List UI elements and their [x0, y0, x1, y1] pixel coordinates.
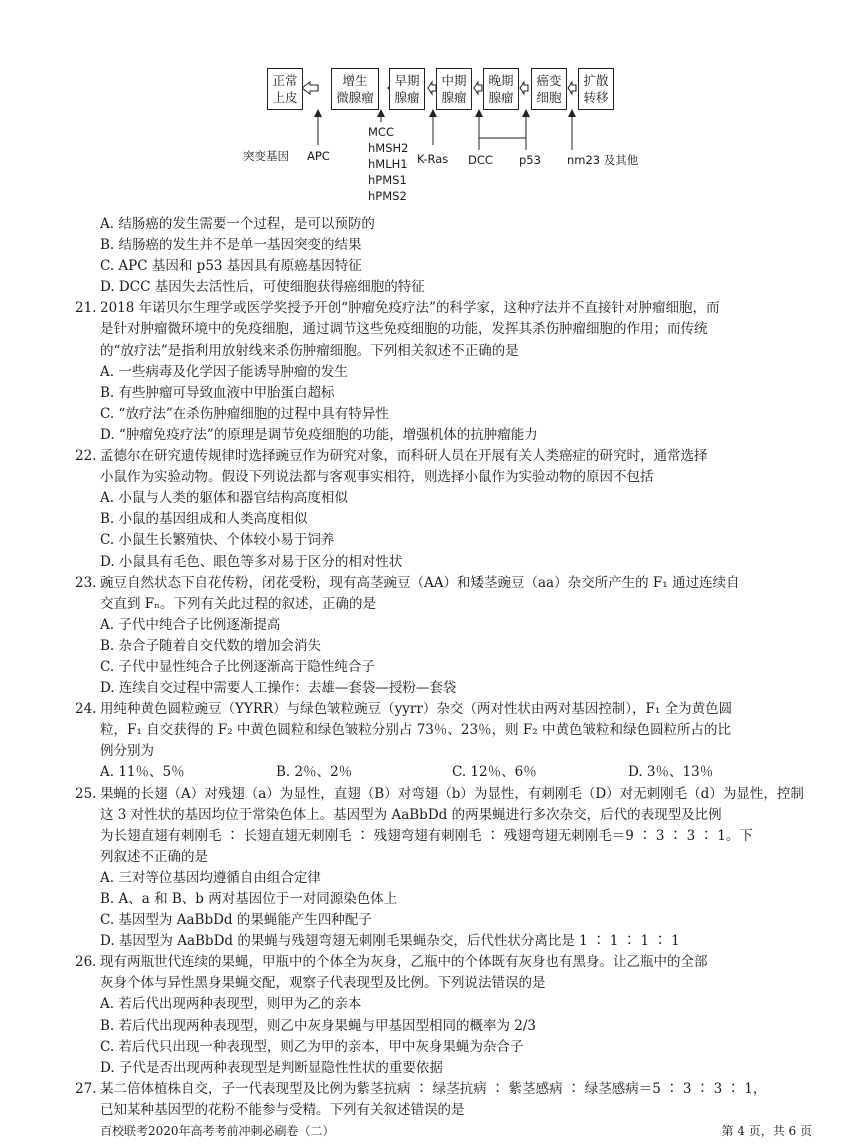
- stem-line: 孟德尔在研究遗传规律时选择豌豆作为研究对象，而科研人员在开展有关人类癌症的研究时，通常选择: [100, 448, 708, 465]
- option: A. 结肠癌的发生需要一个过程，是可以预防的: [100, 216, 375, 232]
- question-stem: [75, 298, 812, 319]
- option: C. 子代中显性纯合子比例逐渐高于隐性纯合子: [100, 658, 375, 675]
- question-stem: [75, 1079, 812, 1100]
- option: D. DCC 基因失去活性后，可使细胞获得癌细胞的特征: [100, 279, 425, 296]
- gene-mcc: MCC: [368, 125, 394, 139]
- option: A. 小鼠与人类的躯体和器官结构高度相似: [100, 490, 348, 507]
- stem-line: 小鼠作为实验动物。假设下列说法都与客观事实相符，则选择小鼠作为实验动物的原因不包括: [100, 469, 654, 486]
- gene-dcc: DCC: [468, 153, 493, 167]
- stem-line: 果蝇的长翅（A）对残翅（a）为显性，直翅（B）对弯翅（b）为显性，有刺刚毛（D）对无刺刚毛（d）为显性，控制: [100, 785, 804, 802]
- mutant-gene-label: 突变基因: [243, 149, 289, 163]
- option: D. “肿瘤免疫疗法”的原理是调节免疫细胞的功能，增强机体的抗肿瘤能力: [100, 426, 538, 443]
- option: C. “放疗法”在杀伤肿瘤细胞的过程中具有特异性: [100, 405, 389, 422]
- stem-line: 的“放疗法”是指利用放射线来杀伤肿瘤细胞。下列相关叙述不正确的是: [100, 342, 519, 359]
- stage-box: 扩散 转移: [578, 68, 614, 110]
- stage-box: 增生 微腺瘤: [331, 68, 379, 110]
- page-footer: [100, 1122, 812, 1139]
- option: C. 基因型为 AaBbDd 的果蝇能产生四种配子: [100, 912, 372, 929]
- option: A. 11％、5％: [100, 764, 185, 781]
- gene-apc: APC: [307, 149, 330, 163]
- option: C. 12％、6％: [452, 764, 537, 781]
- stage-box: 早期 腺瘤: [389, 68, 425, 110]
- stem-line: 是针对肿瘤微环境中的免疫细胞，通过调节这些免疫细胞的功能，发挥其杀伤肿瘤细胞的作用；而传统: [100, 321, 708, 338]
- option: A. 一些病毒及化学因子能诱导肿瘤的发生: [100, 363, 348, 380]
- option: B. 有些肿瘤可导致血液中甲胎蛋白超标: [100, 384, 335, 401]
- option: C. 若后代只出现一种表现型，则乙为甲的亲本，甲中灰身果蝇为杂合子: [100, 1038, 524, 1055]
- stem-line: 这 3 对性状的基因均位于常染色体上。基因型为 AaBbDd 的两果蝇进行多次杂交，后代的表现型及比例: [100, 806, 722, 823]
- option: D. 子代是否出现两种表现型是判断显隐性性状的重要依据: [100, 1059, 443, 1076]
- option: D. 3％、13％: [628, 764, 714, 781]
- stage-box: 晚期 腺瘤: [483, 68, 519, 110]
- question-content: [75, 214, 812, 1121]
- question-number: 21.: [75, 300, 97, 317]
- question-number: 22.: [75, 448, 97, 465]
- option: C. 小鼠生长繁殖快、个体较小易于饲养: [100, 532, 335, 549]
- page-number: 第 4 页，共 6 页: [721, 1124, 812, 1138]
- option: B. 2％、2％: [276, 764, 353, 781]
- gene-hpms2: hPMS2: [368, 189, 407, 203]
- option: D. 小鼠具有毛色、眼色等多对易于区分的相对性状: [100, 553, 403, 570]
- option: D. 基因型为 AaBbDd 的果蝇与残翅弯翅无刺刚毛果蝇杂交，后代性状分离比是 1 ∶ 1 ∶ 1 ∶ 1: [100, 933, 680, 950]
- question-stem: [75, 573, 812, 594]
- stem-line: 现有两瓶世代连续的果蝇，甲瓶中的个体全为灰身，乙瓶中的个体既有灰身也有黑身。让乙瓶中的全部: [100, 954, 708, 971]
- stem-line: 用纯种黄色圆粒豌豆（YYRR）与绿色皱粒豌豆（yyrr）杂交（两对性状由两对基因控制），F₁ 全为黄色圆: [100, 701, 733, 718]
- option: B. 结肠癌的发生并不是单一基因突变的结果: [100, 237, 362, 254]
- stem-line: 灰身个体与异性黑身果蝇交配，观察子代表现型及比例。下列说法错误的是: [100, 975, 546, 992]
- option: A. 三对等位基因均遵循自由组合定律: [100, 869, 321, 886]
- question-number: 25.: [75, 785, 97, 802]
- stem-line: 某二倍体植株自交，子一代表现型及比例为紫茎抗病 ∶ 绿茎抗病 ∶ 紫茎感病 ∶ 绿茎感病＝5 ∶ 3 ∶ 3 ∶ 1，: [100, 1080, 767, 1097]
- stage-box: 癌变 细胞: [531, 68, 567, 110]
- option: D. 连续自交过程中需要人工操作：去雄—套袋—授粉—套袋: [100, 680, 457, 697]
- options-row: [100, 762, 812, 783]
- question-number: 23.: [75, 574, 97, 591]
- stem-line: 交直到 Fₙ。下列有关此过程的叙述，正确的是: [100, 595, 376, 612]
- option: C. APC 基因和 p53 基因具有原癌基因特征: [100, 258, 362, 275]
- gene-p53: p53: [519, 153, 541, 167]
- gene-hpms1: hPMS1: [368, 173, 407, 187]
- stage-box: 正常 上皮: [267, 68, 303, 110]
- option: B. 若后代出现两种表现型，则乙中灰身果蝇与甲基因型相同的概率为 2/3: [100, 1017, 537, 1034]
- gene-nm23: nm23 及其他: [567, 153, 639, 167]
- gene-hmsh2: hMSH2: [368, 141, 409, 155]
- option: A. 若后代出现两种表现型，则甲为乙的亲本: [100, 996, 362, 1013]
- question-stem: [75, 446, 812, 467]
- question-stem: [75, 952, 812, 973]
- question-number: 27.: [75, 1080, 97, 1097]
- stem-line: 豌豆自然状态下自花传粉，闭花受粉，现有高茎豌豆（AA）和矮茎豌豆（aa）杂交所产生的 F₁ 通过连续自: [100, 574, 740, 591]
- question-stem: [75, 699, 812, 720]
- gene-kras: K-Ras: [417, 152, 449, 166]
- stem-line: 粒，F₁ 自交获得的 F₂ 中黄色圆粒和绿色皱粒分别占 73％、23％，则 F₂ 中黄色皱粒和绿色圆粒所占的比: [100, 722, 731, 739]
- option: B. A、a 和 B、b 两对基因位于一对同源染色体上: [100, 891, 398, 907]
- stem-line: 为长翅直翅有刺刚毛 ∶ 长翅直翅无刺刚毛 ∶ 残翅弯翅有刺刚毛 ∶ 残翅弯翅无刺刚毛＝9 ∶ 3 ∶ 3 ∶ 1。下: [100, 827, 753, 844]
- option: B. 杂合子随着自交代数的增加会消失: [100, 637, 322, 654]
- question-stem: [75, 784, 812, 805]
- option: A. 子代中纯合子比例逐渐提高: [100, 616, 281, 633]
- stem-line: 已知某种基因型的花粉不能参与受精。下列有关叙述错误的是: [100, 1101, 465, 1118]
- stem-line: 例分别为: [100, 743, 154, 760]
- footer-title: 百校联考2020年高考考前冲刺必刷卷（二）: [100, 1124, 335, 1138]
- gene-hmlh1: hMLH1: [368, 157, 408, 171]
- stem-line: 2018 年诺贝尔生理学或医学奖授予开创“肿瘤免疫疗法”的科学家，这种疗法并不直接针对肿瘤细胞，而: [100, 300, 720, 317]
- stem-line: 列叙述不正确的是: [100, 848, 208, 865]
- stage-box: 中期 腺瘤: [436, 68, 472, 110]
- flow-diagram: [0, 0, 860, 220]
- question-number: 24.: [75, 701, 97, 718]
- option: B. 小鼠的基因组成和人类高度相似: [100, 511, 308, 528]
- diagram-arrows: [0, 0, 860, 220]
- question-number: 26.: [75, 954, 97, 971]
